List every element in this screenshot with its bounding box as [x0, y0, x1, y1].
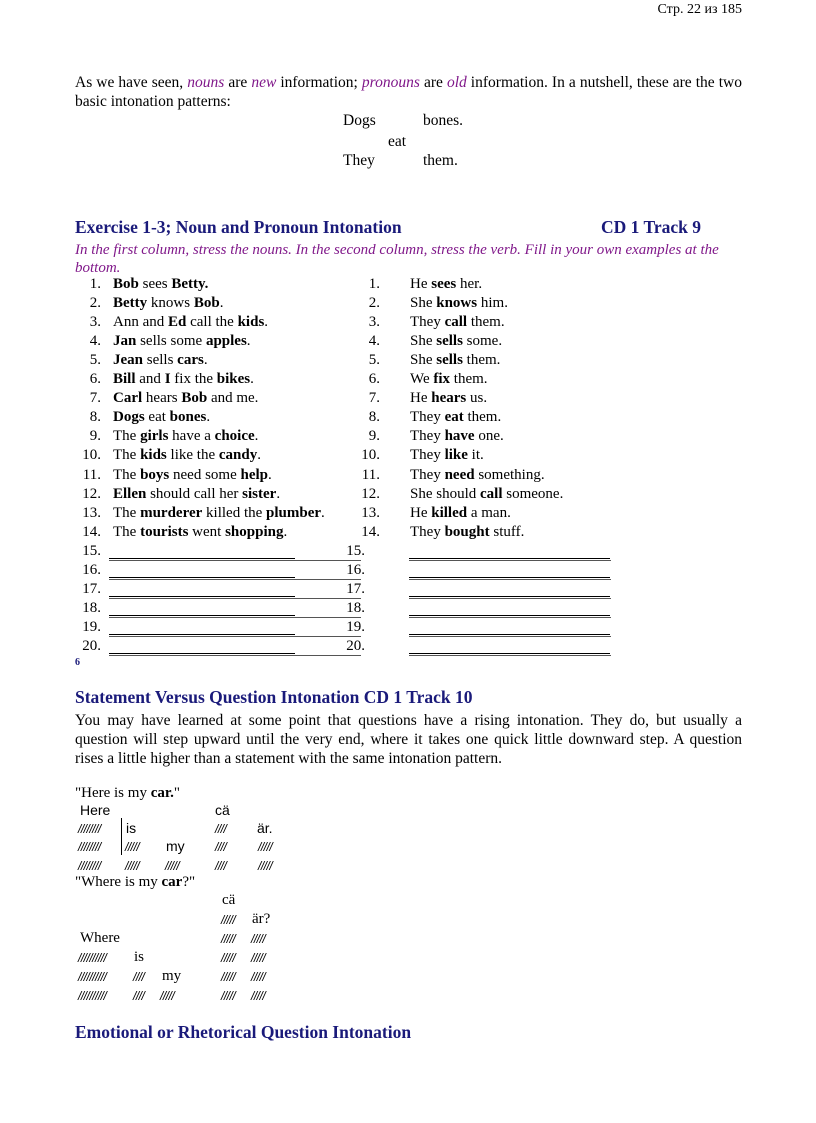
stress-slashes: /////: [251, 970, 266, 984]
stress-slashes: /////: [221, 913, 236, 927]
right-answer-underline: [409, 636, 611, 637]
stress-slashes: /////: [251, 932, 266, 946]
stress-slashes: ////: [133, 989, 145, 1003]
left-answer-underline: [109, 598, 361, 599]
right-item-sentence: They call them.: [410, 314, 505, 330]
right-item-sentence: She should call someone.: [410, 486, 564, 502]
right-answer-underline: [409, 598, 611, 599]
left-item-number: 6.: [89, 371, 101, 387]
pattern-they: They: [343, 152, 375, 169]
left-item-sentence: The murderer killed the plumber.: [113, 505, 325, 521]
left-item-number: 11.: [82, 467, 101, 483]
left-answer-line[interactable]: [109, 653, 295, 654]
right-blank-number: 15.: [346, 543, 365, 559]
right-item-sentence: They have one.: [410, 428, 504, 444]
stress-slashes: ////////: [78, 859, 101, 873]
page-indicator: Стр. 22 из 185: [657, 2, 742, 17]
left-item-number: 3.: [89, 314, 101, 330]
left-item-sentence: Jan sells some apples.: [113, 333, 251, 349]
right-answer-line[interactable]: [409, 634, 610, 635]
left-item-number: 13.: [82, 505, 101, 521]
left-blank-number: 20.: [82, 638, 101, 654]
stress-slashes: //////////: [78, 989, 107, 1003]
left-answer-line[interactable]: [109, 634, 295, 635]
left-item-number: 2.: [89, 295, 101, 311]
right-item-sentence: He sees her.: [410, 276, 483, 292]
pattern-bones: bones.: [423, 112, 464, 129]
right-item-number: 10.: [361, 447, 380, 463]
exercise-title: Exercise 1-3; Noun and Pronoun Intonation: [75, 217, 402, 237]
right-blank-number: 19.: [346, 619, 365, 635]
right-item-number: 14.: [361, 524, 380, 540]
right-answer-line[interactable]: [409, 615, 610, 616]
right-item-sentence: They like it.: [410, 447, 484, 463]
right-item-number: 9.: [368, 428, 380, 444]
right-blank-number: 18.: [346, 600, 365, 616]
left-item-number: 7.: [89, 390, 101, 406]
intro-paragraph: As we have seen, nouns are new information; pronouns are old information. In a nutshell, these are the two basic intonation patterns:: [75, 74, 742, 110]
right-item-number: 4.: [368, 333, 380, 349]
statement-quote: "Here is my car.": [75, 785, 181, 801]
stress-slashes: /////: [125, 840, 140, 854]
footnote-marker: 6: [75, 657, 80, 668]
left-item-sentence: The girls have a choice.: [113, 428, 259, 444]
right-item-number: 8.: [368, 409, 380, 425]
nouns-term: nouns: [187, 74, 225, 91]
section-title-statement-question: Statement Versus Question Intonation CD 1 Track 10: [75, 687, 473, 707]
section-title-emotional-question: Emotional or Rhetorical Question Intonation: [75, 1022, 412, 1042]
left-blank-number: 18.: [82, 600, 101, 616]
left-item-number: 5.: [89, 352, 101, 368]
left-answer-underline: [109, 655, 361, 656]
exercise-track: CD 1 Track 9: [601, 217, 701, 237]
left-answer-line[interactable]: [109, 596, 295, 597]
right-item-number: 11.: [361, 467, 380, 483]
left-blank-number: 19.: [82, 619, 101, 635]
right-blank-number: 20.: [346, 638, 365, 654]
right-blank-number: 17.: [346, 581, 365, 597]
stress-slashes: /////: [160, 989, 175, 1003]
stress-slashes: ////: [215, 859, 227, 873]
left-item-sentence: The boys need some help.: [113, 467, 272, 483]
left-item-sentence: The tourists went shopping.: [113, 524, 288, 540]
right-item-sentence: They bought stuff.: [410, 524, 525, 540]
right-item-sentence: She sells some.: [410, 333, 503, 349]
right-item-sentence: He killed a man.: [410, 505, 511, 521]
stress-slashes: ////: [133, 970, 145, 984]
stress-slashes: /////: [221, 932, 236, 946]
right-blank-number: 16.: [346, 562, 365, 578]
right-answer-line[interactable]: [409, 596, 610, 597]
left-item-number: 4.: [89, 333, 101, 349]
left-item-sentence: Ann and Ed call the kids.: [113, 314, 269, 330]
pronouns-term: pronouns: [361, 74, 420, 91]
left-item-sentence: Carl hears Bob and me.: [113, 390, 259, 406]
right-item-sentence: We fix them.: [410, 371, 488, 387]
old-term: old: [446, 74, 467, 91]
stress-slashes: //////////: [78, 951, 107, 965]
question-word-is: is: [134, 949, 145, 965]
left-item-number: 12.: [82, 486, 101, 502]
stress-slashes: //////////: [78, 970, 107, 984]
statement-word-here: Here: [80, 802, 111, 818]
right-item-number: 12.: [361, 486, 380, 502]
statement-word-my: my: [166, 838, 185, 854]
left-item-number: 14.: [82, 524, 101, 540]
left-item-number: 10.: [82, 447, 101, 463]
question-word-ar: är?: [252, 911, 271, 927]
right-item-sentence: They need something.: [410, 467, 545, 483]
question-word-my: my: [162, 968, 182, 984]
left-answer-underline: [109, 617, 361, 618]
left-answer-line[interactable]: [109, 558, 295, 559]
statement-word-ar: är.: [257, 820, 273, 836]
statement-word-is: is: [126, 820, 137, 836]
left-item-number: 1.: [89, 276, 101, 292]
right-item-number: 3.: [368, 314, 380, 330]
left-item-number: 8.: [89, 409, 101, 425]
exercise-instructions: In the first column, stress the nouns. In the second column, stress the verb. Fill in your own examples at the bottom.: [75, 242, 719, 276]
stress-slashes: ////////: [78, 840, 101, 854]
left-answer-line[interactable]: [109, 615, 295, 616]
right-answer-line[interactable]: [409, 653, 610, 654]
pattern-dogs: Dogs: [343, 112, 376, 129]
stress-slashes: /////: [251, 951, 266, 965]
left-item-sentence: Bob sees Betty.: [113, 276, 209, 292]
question-quote: "Where is my car?": [75, 874, 196, 890]
pattern-them: them.: [423, 152, 458, 169]
left-blank-number: 16.: [82, 562, 101, 578]
left-answer-underline: [109, 579, 361, 580]
right-answer-underline: [409, 579, 611, 580]
stress-slashes: /////: [258, 840, 273, 854]
left-answer-line[interactable]: [109, 577, 295, 578]
section-body-paragraph: You may have learned at some point that questions have a rising intonation. They do, but usually a question will step upward until the very end, where it takes one quick little downward step. A question rises a little higher than a statement with the same intonation pattern.: [75, 712, 742, 767]
stress-slashes: /////: [258, 859, 273, 873]
right-item-sentence: She sells them.: [410, 352, 501, 368]
right-item-sentence: They eat them.: [410, 409, 502, 425]
right-answer-underline: [409, 655, 611, 656]
new-term: new: [251, 74, 277, 91]
left-answer-underline: [109, 560, 361, 561]
stress-slashes: /////: [221, 951, 236, 965]
right-item-sentence: She knows him.: [410, 295, 508, 311]
statement-word-ca: cä: [215, 802, 230, 818]
stress-slashes: /////: [251, 989, 266, 1003]
left-item-sentence: Ellen should call her sister.: [113, 486, 281, 502]
right-item-number: 5.: [368, 352, 380, 368]
right-answer-underline: [409, 560, 611, 561]
left-answer-underline: [109, 636, 361, 637]
left-item-sentence: Betty knows Bob.: [113, 295, 224, 311]
question-word-ca: cä: [222, 892, 236, 908]
left-item-number: 9.: [89, 428, 101, 444]
step-divider: [121, 818, 122, 855]
stress-slashes: ////: [215, 840, 227, 854]
pattern-eat: eat: [388, 133, 407, 150]
right-item-sentence: He hears us.: [410, 390, 488, 406]
stress-slashes: ////////: [78, 822, 101, 836]
left-blank-number: 17.: [82, 581, 101, 597]
stress-slashes: /////: [125, 859, 140, 873]
stress-slashes: ////: [215, 822, 227, 836]
stress-slashes: /////: [165, 859, 180, 873]
right-item-number: 13.: [361, 505, 380, 521]
left-item-sentence: Jean sells cars.: [113, 352, 208, 368]
left-item-sentence: The kids like the candy.: [113, 447, 261, 463]
left-blank-number: 15.: [82, 543, 101, 559]
right-item-number: 2.: [368, 295, 380, 311]
right-answer-underline: [409, 617, 611, 618]
right-answer-line[interactable]: [409, 558, 610, 559]
left-item-sentence: Dogs eat bones.: [113, 409, 211, 425]
right-item-number: 7.: [368, 390, 380, 406]
question-word-where: Where: [80, 930, 120, 946]
right-item-number: 1.: [368, 276, 380, 292]
stress-slashes: /////: [221, 989, 236, 1003]
left-item-sentence: Bill and I fix the bikes.: [113, 371, 254, 387]
right-item-number: 6.: [368, 371, 380, 387]
stress-slashes: /////: [221, 970, 236, 984]
right-answer-line[interactable]: [409, 577, 610, 578]
